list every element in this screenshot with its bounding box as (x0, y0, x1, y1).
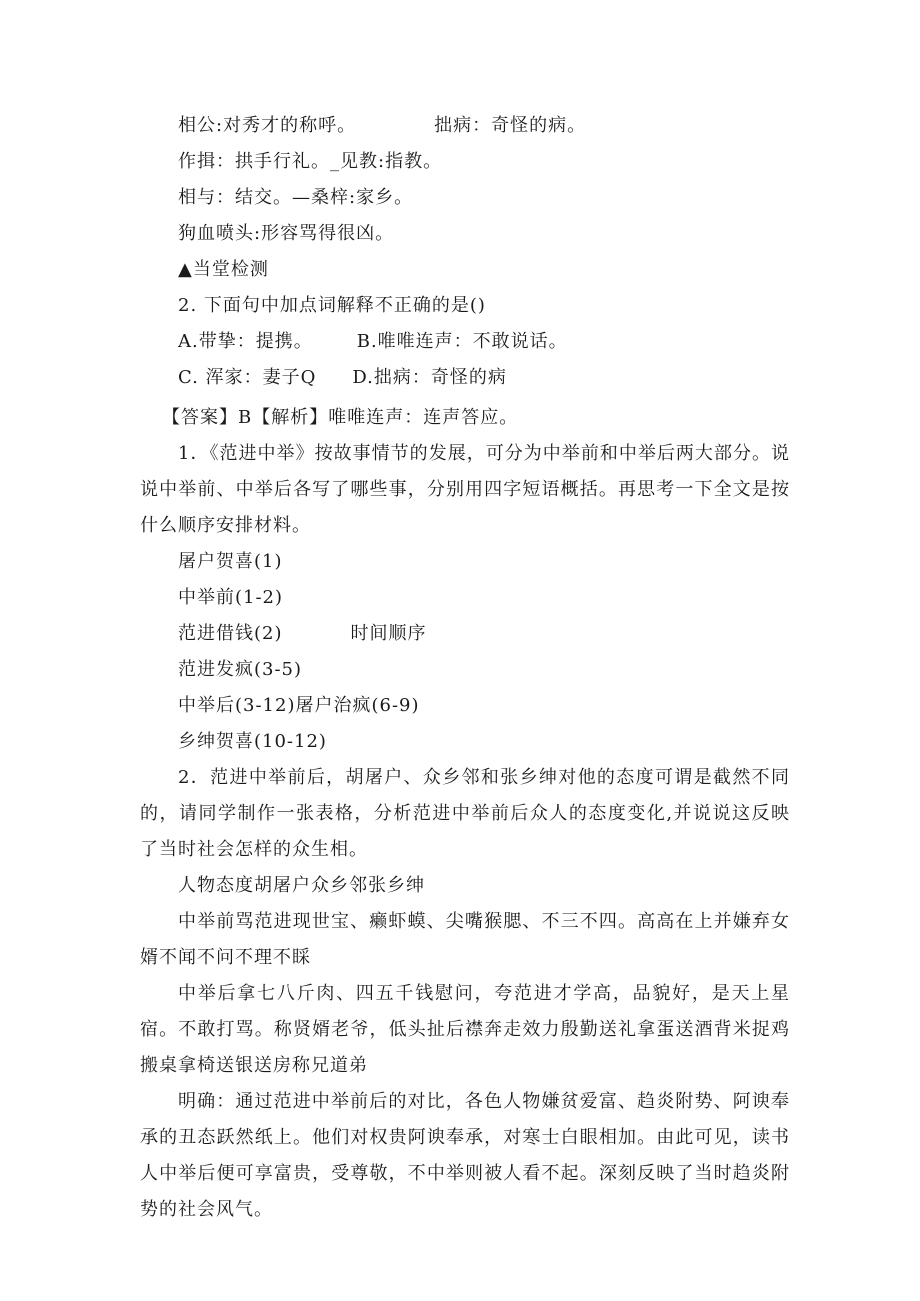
outline-line-3 (140, 616, 790, 652)
question-options-ab (140, 324, 790, 360)
outline-line-1: 屠户贺喜(1) (178, 551, 283, 572)
attitude-after: 中举后拿七八斤肉、四五千钱慰问，夸范进才学高，品貌好，是天上星宿。不敢打骂。称贤婿老爷，低头扯后襟奔走效力殷勤送礼拿蛋送酒背米捉鸡搬桌拿椅送银送房称兄道弟 (140, 983, 790, 1076)
vocab-xianggong: 相公:对秀才的称呼。 (178, 115, 357, 136)
answer-line: 【答案】B【解析】唯唯连声：连声答应。 (162, 407, 519, 428)
section-title: ▲当堂检测 (178, 259, 269, 280)
option-a: A.带挚：提携。 (178, 331, 313, 352)
outline-line-6: 乡绅贺喜(10-12) (178, 731, 327, 752)
attitude-before: 中举前骂范进现世宝、癞虾蟆、尖嘴猴腮、不三不四。高高在上并嫌弃女婿不闻不问不理不睬 (140, 911, 790, 968)
outline-time-order: 时间顺序 (350, 623, 427, 644)
document-page (140, 108, 790, 1228)
option-b: B.唯唯连声：不敢说话。 (356, 331, 568, 352)
conclusion-paragraph: 明确：通过范进中举前后的对比，各色人物嫌贫爱富、趋炎附势、阿谀奉承的丑态跃然纸上。他们对权贵阿谀奉承，对寒士白眼相加。由此可见，读书人中举后便可享富贵，受尊敬，不中举则被人看不起。深刻反映了当时趋炎附势的社会风气。 (140, 1091, 790, 1220)
vocab-row-1 (140, 108, 790, 144)
outline-borrow-money: 范进借钱(2) (178, 623, 283, 644)
outline-line-4: 范进发疯(3-5) (178, 659, 303, 680)
outline-line-5: 中举后(3-12)屠户治疯(6-9) (178, 695, 420, 716)
vocab-row-2: 作揖：拱手行礼。_见教:指教。 (178, 151, 443, 172)
outline-line-2: 中举前(1-2) (178, 587, 284, 608)
question-options-cd (140, 360, 790, 396)
vocab-zhuobing: 拙病：奇怪的病。 (434, 115, 587, 136)
option-c: C. 浑家：妻子Q (178, 367, 317, 388)
vocab-row-3: 相与：结交。—桑梓:家乡。 (178, 187, 414, 208)
question-stem: 2. 下面句中加点词解释不正确的是() (178, 295, 486, 316)
task-1-paragraph: 1．《范进中举》按故事情节的发展，可分为中举前和中举后两大部分。说说中举前、中举后各写了哪些事，分别用四字短语概括。再思考一下全文是按什么顺序安排材料。 (140, 443, 790, 536)
vocab-row-4: 狗血喷头:形容骂得很凶。 (178, 223, 395, 244)
task-2-paragraph: 2．范进中举前后，胡屠户、众乡邻和张乡绅对他的态度可谓是截然不同的，请同学制作一张表格，分析范进中举前后众人的态度变化,并说说这反映了当时社会怎样的众生相。 (140, 767, 790, 860)
option-d: D.拙病：奇怪的病 (352, 367, 507, 388)
table-header-line: 人物态度胡屠户众乡邻张乡绅 (178, 875, 425, 896)
